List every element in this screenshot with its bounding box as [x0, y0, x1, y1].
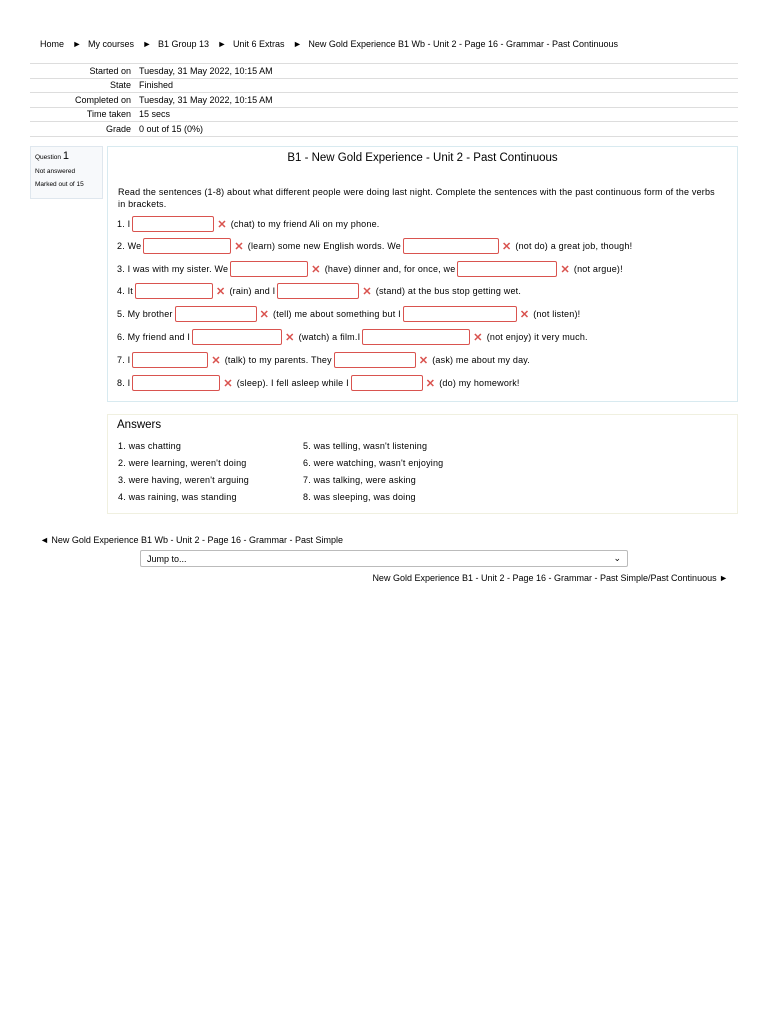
sentence-line — [117, 261, 623, 277]
sentence-text: (have) dinner and, for once, we — [324, 264, 456, 274]
sentence-text: (learn) some new English words. We — [247, 241, 401, 251]
answer-item: 3. were having, weren't arguing — [118, 475, 249, 485]
summary-row — [30, 93, 738, 108]
sentence-text: 4. It — [117, 286, 134, 296]
answer-item: 6. were watching, wasn't enjoying — [303, 458, 444, 468]
incorrect-icon: ✕ — [211, 354, 221, 367]
breadcrumb-separator: ► — [217, 39, 227, 49]
question-marks: Marked out of 15 — [35, 181, 84, 188]
answer-input[interactable] — [192, 329, 282, 345]
answers-panel — [107, 414, 738, 514]
incorrect-icon: ✕ — [216, 285, 226, 298]
sentence-text: 5. My brother — [117, 309, 173, 319]
answer-input[interactable] — [362, 329, 470, 345]
incorrect-icon: ✕ — [418, 354, 429, 367]
answer-input[interactable] — [135, 283, 213, 299]
incorrect-icon: ✕ — [259, 308, 270, 321]
chevron-down-icon: ⌄ — [613, 553, 621, 563]
question-info-panel — [30, 146, 103, 199]
breadcrumb-my-courses[interactable]: My courses — [87, 39, 134, 49]
summary-value: Finished — [139, 80, 174, 91]
answer-item: 2. were learning, weren't doing — [118, 458, 247, 468]
summary-row — [30, 79, 738, 94]
answers-right-column — [303, 438, 443, 506]
sentence-text: (ask) me about my day. — [432, 355, 531, 365]
sentence-line — [117, 329, 588, 345]
breadcrumb-separator: ► — [72, 39, 82, 49]
incorrect-icon: ✕ — [311, 263, 321, 276]
breadcrumb-current[interactable]: New Gold Experience B1 Wb - Unit 2 - Page 16 - Grammar - Past Continuous — [308, 39, 619, 49]
incorrect-icon: ✕ — [501, 240, 512, 253]
answers-left-column — [118, 438, 249, 506]
incorrect-icon: ✕ — [362, 285, 372, 298]
incorrect-icon: ✕ — [234, 240, 244, 253]
summary-label: Completed on — [74, 94, 131, 105]
next-activity-link[interactable]: New Gold Experience B1 - Unit 2 - Page 16 - Grammar - Past Simple/Past Continuous ► — [372, 573, 728, 583]
sentence-text: 8. I — [117, 378, 131, 388]
incorrect-icon: ✕ — [425, 377, 436, 390]
previous-activity-link[interactable]: ◄ New Gold Experience B1 Wb - Unit 2 - Page 16 - Grammar - Past Simple — [40, 535, 344, 545]
sentence-text: (do) my homework! — [439, 378, 520, 388]
breadcrumb-group[interactable]: B1 Group 13 — [157, 39, 209, 49]
sentence-line — [117, 375, 520, 391]
summary-row — [30, 108, 738, 123]
sentence-text: (chat) to my friend Ali on my phone. — [230, 219, 380, 229]
jump-to-select[interactable] — [140, 550, 628, 567]
sentence-text: (watch) a film.I — [298, 332, 361, 342]
summary-label: Started on — [89, 65, 131, 76]
breadcrumb — [40, 39, 622, 49]
question-label: Question — [35, 154, 62, 161]
summary-value: Tuesday, 31 May 2022, 10:15 AM — [139, 94, 273, 105]
summary-label: State — [109, 80, 131, 91]
breadcrumb-home[interactable]: Home — [40, 39, 65, 49]
jump-to-label: Jump to... — [147, 553, 187, 564]
answers-title: Answers — [117, 419, 162, 431]
sentence-line — [117, 306, 580, 322]
sentence-text: (talk) to my parents. They — [224, 355, 332, 365]
breadcrumb-unit[interactable]: Unit 6 Extras — [232, 39, 285, 49]
sentence-text: (sleep). I fell asleep while I — [236, 378, 349, 388]
answer-input[interactable] — [132, 216, 214, 232]
sentence-text: 1. I — [117, 219, 131, 229]
answer-item: 4. was raining, was standing — [118, 492, 237, 502]
sentence-text: 6. My friend and I — [117, 332, 191, 342]
sentence-text: (not listen)! — [533, 309, 581, 319]
answer-input[interactable] — [403, 238, 499, 254]
question-content — [107, 146, 738, 402]
sentence-text: (stand) at the bus stop getting wet. — [375, 286, 522, 296]
summary-value: 0 out of 15 (0%) — [139, 123, 204, 134]
answer-input[interactable] — [334, 352, 416, 368]
incorrect-icon: ✕ — [473, 331, 483, 344]
question-instructions: Read the sentences (1-8) about what different people were doing last night. Complete the sentences with the past continuous form of the verbs in brackets. — [118, 187, 715, 209]
summary-label: Grade — [105, 123, 131, 134]
answer-input[interactable] — [132, 352, 208, 368]
summary-value: 15 secs — [139, 109, 171, 120]
summary-value: Tuesday, 31 May 2022, 10:15 AM — [139, 65, 273, 76]
question-title: B1 - New Gold Experience - Unit 2 - Past Continuous — [287, 152, 558, 164]
summary-row — [30, 64, 738, 79]
question-number: 1 — [62, 150, 69, 162]
answer-input[interactable] — [132, 375, 220, 391]
incorrect-icon: ✕ — [217, 218, 227, 231]
incorrect-icon: ✕ — [223, 377, 233, 390]
incorrect-icon: ✕ — [285, 331, 295, 344]
sentence-text: (rain) and I — [229, 286, 276, 296]
answer-item: 8. was sleeping, was doing — [303, 492, 416, 502]
incorrect-icon: ✕ — [519, 308, 530, 321]
sentence-text: (not do) a great job, though! — [515, 241, 633, 251]
breadcrumb-separator: ► — [292, 39, 302, 49]
answer-input[interactable] — [351, 375, 423, 391]
sentence-text: 2. We — [117, 241, 142, 251]
question-status: Not answered — [35, 168, 76, 175]
sentence-text: (not enjoy) it very much. — [486, 332, 588, 342]
summary-row — [30, 122, 738, 137]
sentence-line — [117, 238, 632, 254]
answer-input[interactable] — [175, 306, 257, 322]
sentence-line — [117, 216, 380, 232]
answer-item: 1. was chatting — [118, 441, 182, 451]
sentence-text: 7. I — [117, 355, 131, 365]
answer-item: 7. was talking, were asking — [303, 475, 416, 485]
answer-input[interactable] — [143, 238, 231, 254]
answer-input[interactable] — [277, 283, 359, 299]
answer-item: 5. was telling, wasn't listening — [303, 441, 428, 451]
sentence-text: (tell) me about something but I — [273, 309, 401, 319]
breadcrumb-separator: ► — [142, 39, 152, 49]
sentence-line — [117, 352, 530, 368]
answer-input[interactable] — [403, 306, 517, 322]
summary-label: Time taken — [86, 109, 131, 120]
attempt-summary-table — [30, 63, 738, 137]
answer-input[interactable] — [457, 261, 557, 277]
sentence-text: 3. I was with my sister. We — [117, 264, 229, 274]
sentence-text: (not argue)! — [573, 264, 623, 274]
answer-input[interactable] — [230, 261, 308, 277]
incorrect-icon: ✕ — [560, 263, 570, 276]
sentence-line — [117, 283, 521, 299]
